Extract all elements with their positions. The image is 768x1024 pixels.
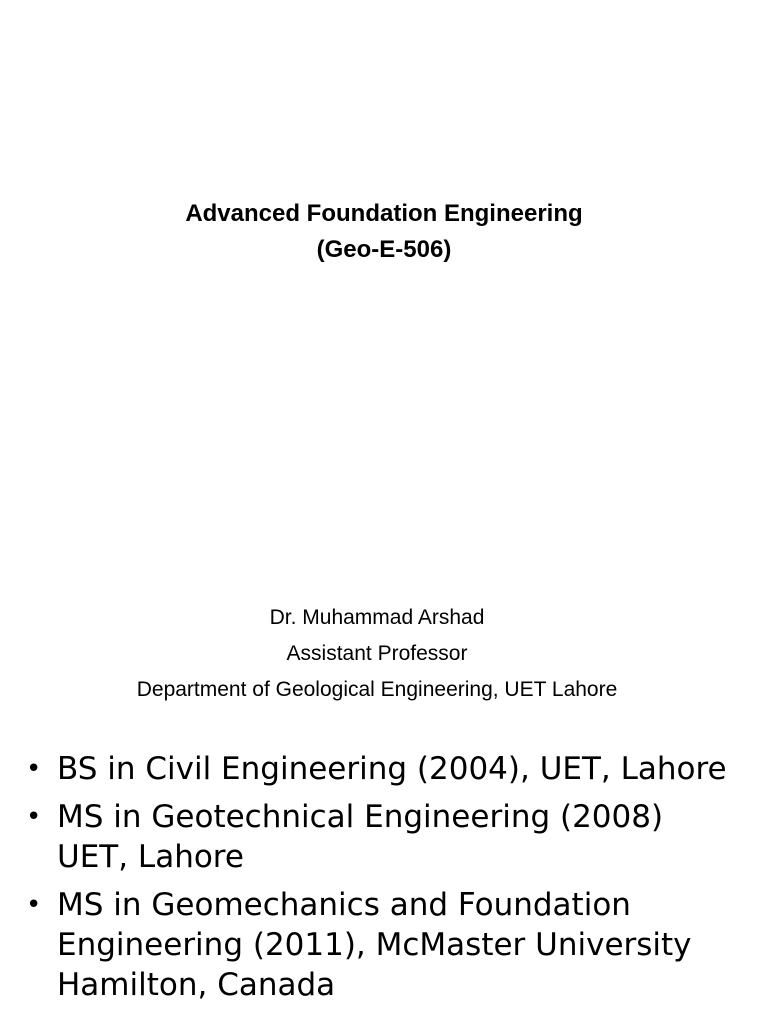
list-item [0, 749, 768, 789]
qualification-text: MS in Geotechnical Engineering (2008) UET, Lahore [57, 799, 664, 875]
author-department: Department of Geological Engineering, UET Lahore [136, 678, 618, 701]
bullet-icon: • [26, 754, 42, 784]
slide-title [0, 196, 768, 268]
author-name: Dr. Muhammad Arshad [269, 606, 485, 629]
course-code: (Geo-E-506) [316, 236, 452, 263]
list-item [0, 885, 768, 1005]
course-title: Advanced Foundation Engineering [185, 200, 583, 227]
list-item [0, 797, 768, 877]
author-info [0, 600, 754, 708]
qualification-text: MS in Geomechanics and Foundation Engineering (2011), McMaster University Hamilton, Canada [57, 887, 692, 1003]
bullet-icon: • [26, 890, 42, 920]
qualification-text: BS in Civil Engineering (2004), UET, Lahore [57, 751, 727, 787]
qualifications-list [0, 749, 768, 1013]
author-position: Assistant Professor [286, 642, 468, 665]
bullet-icon: • [26, 802, 42, 832]
